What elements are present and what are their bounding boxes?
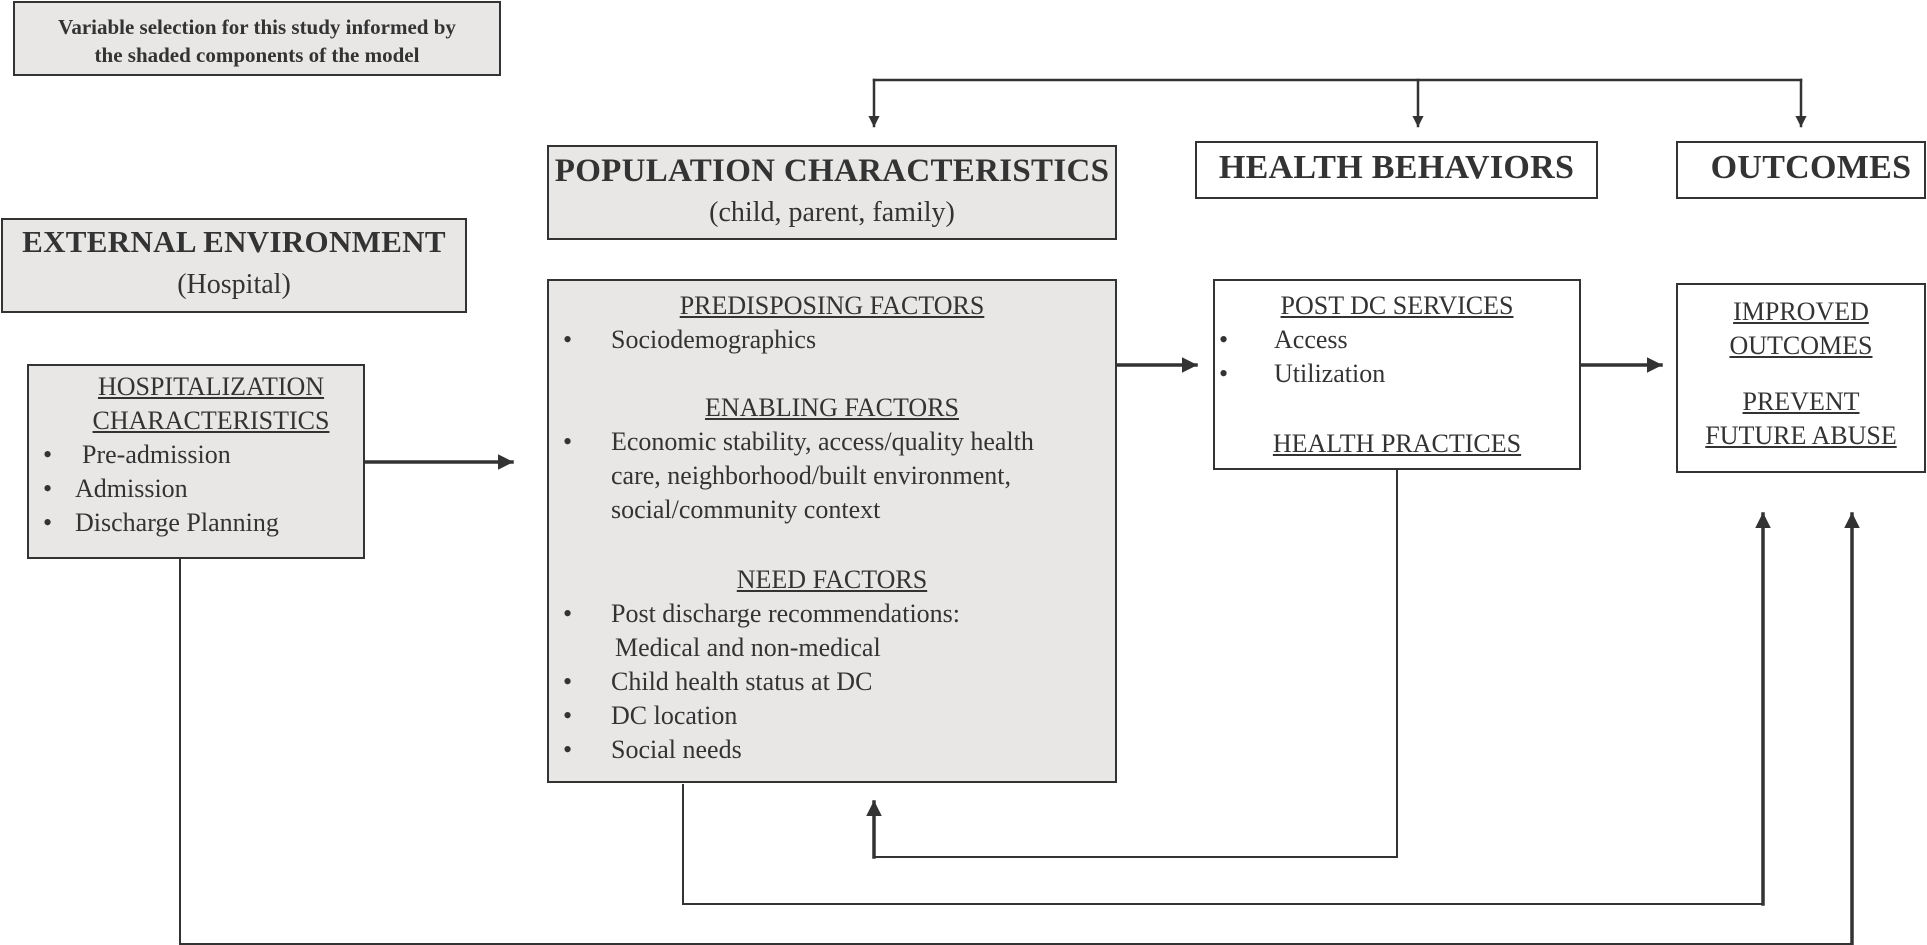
list-item — [549, 597, 1115, 665]
population-subtitle: (child, parent, family) — [709, 197, 955, 228]
list-item: • Social needs — [549, 733, 1115, 767]
list-item: • Child health status at DC — [549, 665, 1115, 699]
list-item: • Pre-admission — [29, 438, 363, 472]
health-behaviors-title: HEALTH BEHAVIORS — [1218, 149, 1575, 186]
hospitalization-list — [29, 438, 363, 540]
external-environment-title: EXTERNAL ENVIRONMENT — [22, 224, 446, 259]
health-behaviors-box — [1195, 141, 1598, 199]
post-dc-title: POST DC SERVICES — [1280, 291, 1514, 320]
need-title: NEED FACTORS — [736, 565, 928, 594]
need-list — [549, 597, 1115, 767]
factors-box — [547, 279, 1117, 783]
improved-line1: IMPROVED — [1733, 297, 1869, 326]
improved-line2: OUTCOMES — [1729, 331, 1873, 360]
legend-text: Variable selection for this study informed by the shaded components of the model — [58, 15, 456, 67]
need-item-line2: Medical and non-medical — [615, 633, 881, 662]
prevent-line2: FUTURE ABUSE — [1705, 421, 1897, 450]
list-item: • Utilization — [1215, 357, 1579, 391]
population-box — [547, 145, 1117, 240]
enabling-list — [549, 425, 1115, 527]
external-environment-box — [1, 218, 467, 313]
post-dc-box — [1213, 279, 1581, 470]
outcomes-title: OUTCOMES — [1710, 149, 1912, 186]
list-item: • Access — [1215, 323, 1579, 357]
hospitalization-title: HOSPITALIZATION CHARACTERISTICS — [92, 372, 330, 435]
outcomes-detail-box — [1676, 283, 1926, 473]
list-item: • Admission — [29, 472, 363, 506]
health-practices-title: HEALTH PRACTICES — [1272, 429, 1522, 458]
enabling-title: ENABLING FACTORS — [704, 393, 959, 422]
list-item: • Sociodemographics — [549, 323, 1115, 357]
population-title: POPULATION CHARACTERISTICS — [554, 153, 1110, 189]
prevent-line1: PREVENT — [1742, 387, 1860, 416]
post-dc-list — [1215, 323, 1579, 391]
legend-box — [13, 1, 501, 76]
list-item: • Economic stability, access/quality health care, neighborhood/built environment, social/community context — [549, 425, 1115, 527]
need-item-line1: Post discharge recommendations: — [611, 599, 961, 628]
list-item: • Discharge Planning — [29, 506, 363, 540]
line-factors-to-outcomes — [683, 785, 1763, 904]
hospitalization-box — [27, 364, 365, 559]
predisposing-title: PREDISPOSING FACTORS — [679, 291, 985, 320]
outcomes-box — [1676, 141, 1926, 199]
list-item: • DC location — [549, 699, 1115, 733]
external-environment-subtitle: (Hospital) — [177, 269, 291, 300]
predisposing-list — [549, 323, 1115, 357]
